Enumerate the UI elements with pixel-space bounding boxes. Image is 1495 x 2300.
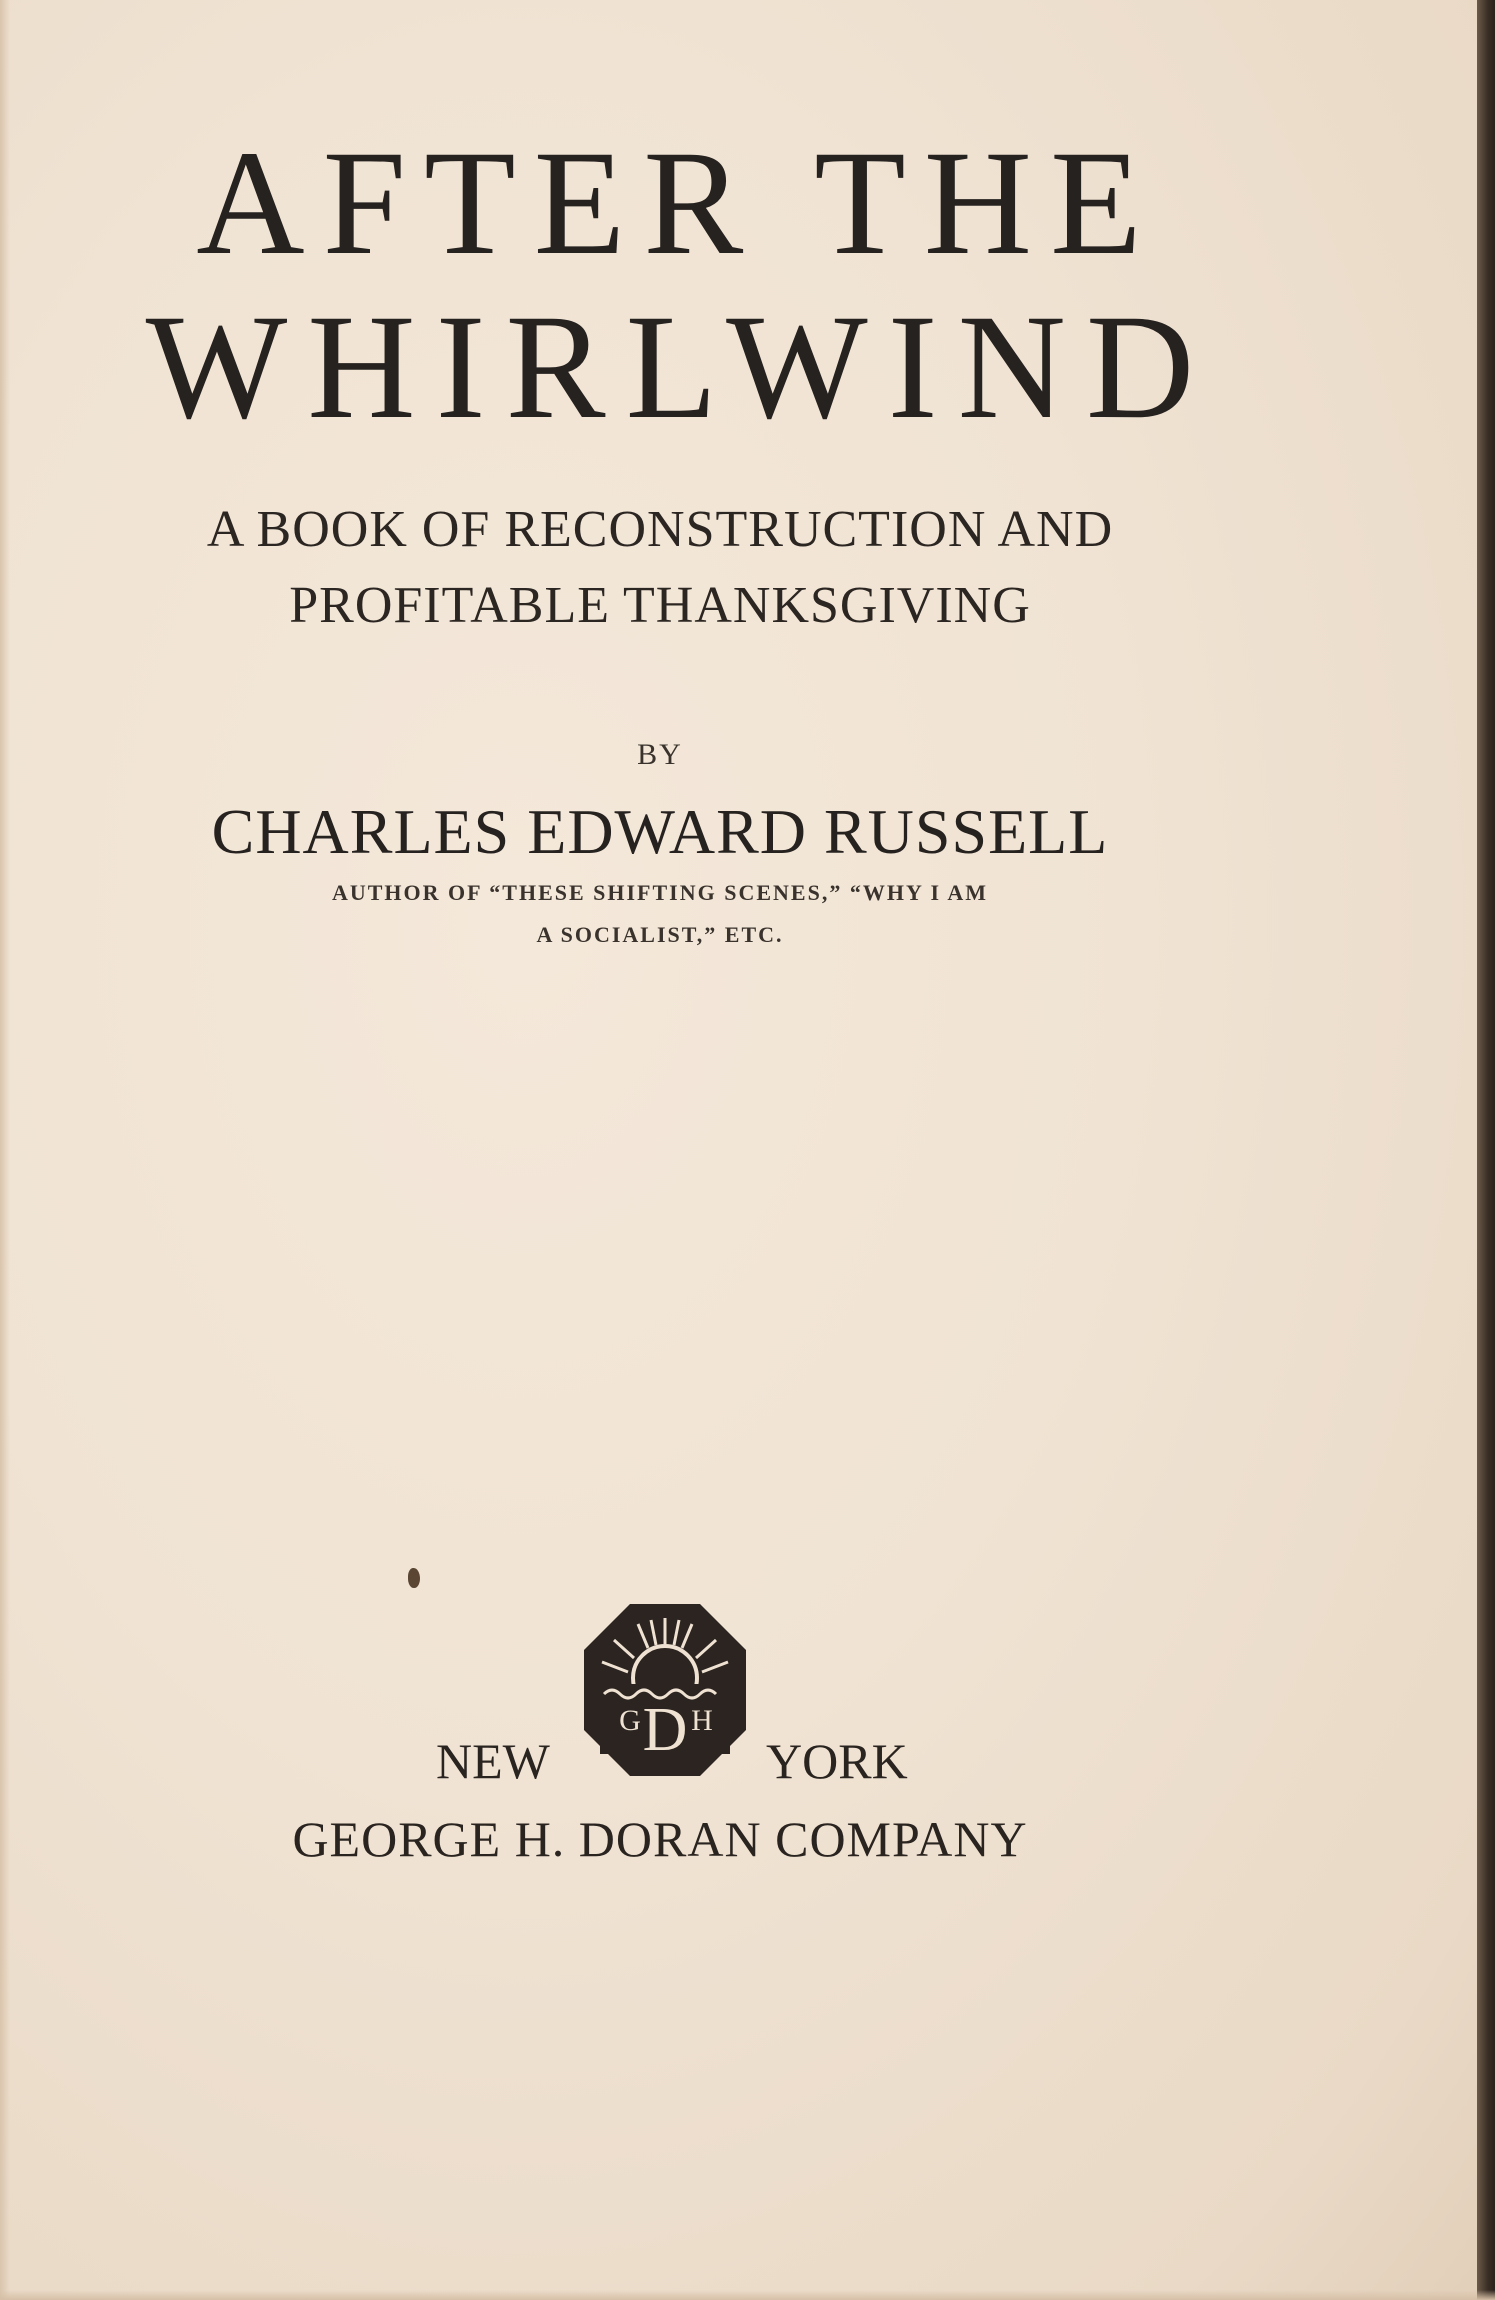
svg-text:H: H: [691, 1704, 713, 1737]
publisher-logo-icon: [580, 1600, 750, 1780]
publisher-name: GEORGE H. DORAN COMPANY: [292, 1811, 1028, 1867]
author-credits-line-1: AUTHOR OF “THESE SHIFTING SCENES,” “WHY I AM: [331, 880, 989, 905]
svg-text:G: G: [619, 1704, 641, 1737]
imprint-city-left: NEW: [436, 1733, 550, 1789]
author-credits-line-2: A SOCIALIST,” ETC.: [536, 922, 784, 947]
author-name: CHARLES EDWARD RUSSELL: [211, 796, 1109, 867]
book-title-line-2: WHIRLWIND: [145, 284, 1215, 450]
book-title-line-1: AFTER THE: [196, 120, 1160, 286]
paper-blemish: [408, 1568, 420, 1588]
svg-text:D: D: [642, 1696, 688, 1764]
by-label: BY: [637, 738, 683, 771]
page-bottom-edge: [0, 2290, 1495, 2300]
imprint-city-right: YORK: [766, 1733, 908, 1789]
subtitle-line-2: PROFITABLE THANKSGIVING: [289, 577, 1031, 634]
subtitle-line-1: A BOOK OF RECONSTRUCTION AND: [206, 501, 1114, 558]
book-spine-edge: [1477, 0, 1495, 2300]
